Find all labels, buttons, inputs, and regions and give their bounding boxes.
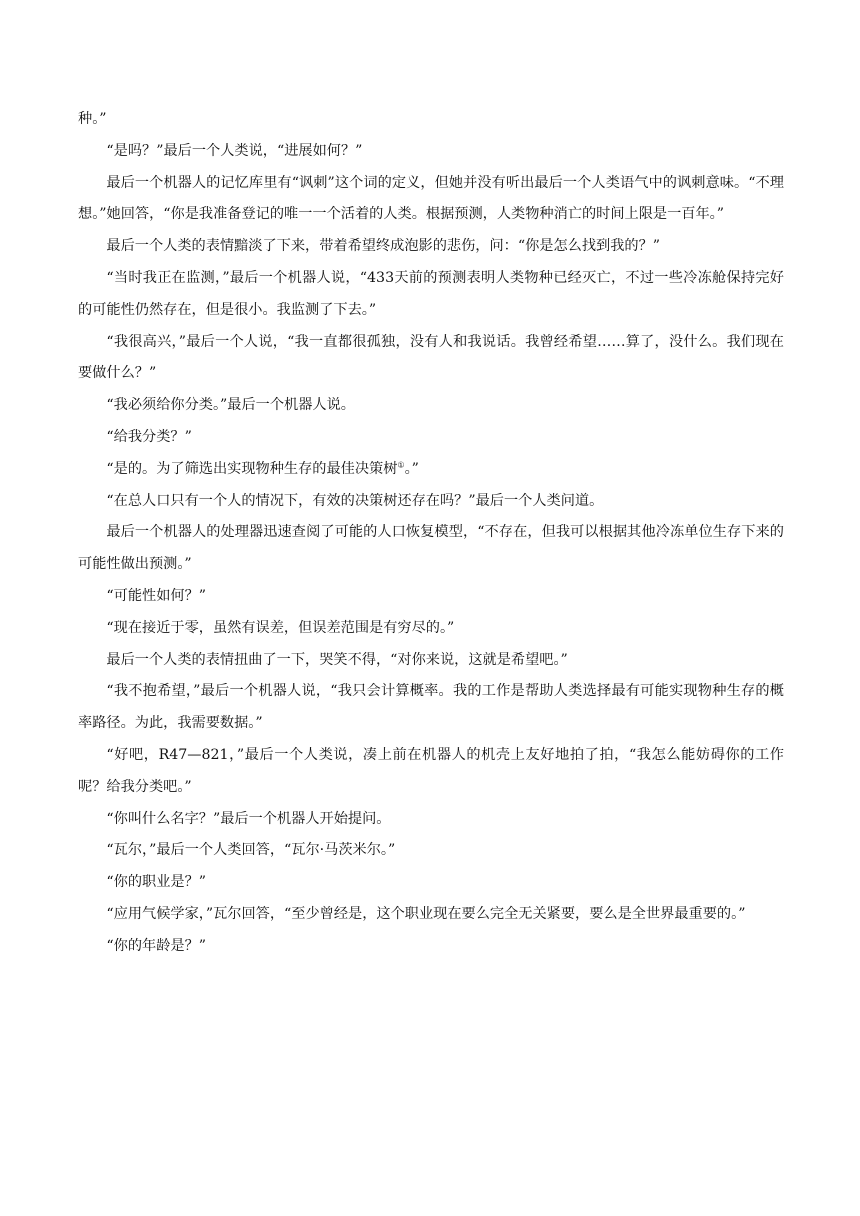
paragraph: “现在接近于零，虽然有误差，但误差范围是有穷尽的。” [106,619,455,636]
paragraph: 最后一个人类的表情黯淡了下来，带着希望终成泡影的悲伤，问：“你是怎么找到我的？” [106,238,661,255]
paragraph-with-footnote [78,454,784,486]
paragraph: “可能性如何？” [106,587,207,604]
story-text [78,104,784,963]
paragraph: “是吗？”最后一个人类说，“进展如何？” [106,142,363,159]
paragraph: 最后一个机器人的处理器迅速查阅了可能的人口恢复模型，“不存在，但我可以根据其他冷冻单位生存下来的可能性做出预测。” [78,524,784,573]
paragraph: “应用气候学家，”瓦尔回答，“至少曾经是，这个职业现在要么完全无关紧要，要么是全世界最重要的。” [106,905,746,922]
footnote-marker: ① [397,460,405,470]
paragraph: “给我分类？” [106,428,192,445]
paragraph: “好吧，R47—821，”最后一个人类说，凑上前在机器人的机壳上友好地拍了拍，“我怎么能妨碍你的工作呢？给我分类吧。” [78,746,784,795]
paragraph: “瓦尔，”最后一个人类回答，“瓦尔·马茨米尔。” [106,842,396,859]
paragraph: “你的职业是？” [106,874,207,891]
paragraph: “我很高兴，”最后一个人说，“我一直都很孤独，没有人和我说话。我曾经希望……算了，没什么。我们现在要做什么？” [78,333,784,382]
paragraph: 最后一个机器人的记忆库里有“讽刺”这个词的定义，但她并没有听出最后一个人类语气中的讽刺意味。“不理想。”她回答，“你是我准备登记的唯一一个活着的人类。根据预测，人类物种消亡的时间上限是一百年。” [78,174,784,223]
paragraph: “你的年龄是？” [106,937,207,954]
paragraph: “我不抱希望，”最后一个机器人说，“我只会计算概率。我的工作是帮助人类选择最有可能实现物种生存的概率路径。为此，我需要数据。” [78,683,784,732]
paragraph: “我必须给你分类。”最后一个机器人说。 [106,397,355,414]
paragraph-text: 。” [404,460,419,477]
paragraph: 种。” [78,111,107,127]
paragraph: 最后一个人类的表情扭曲了一下，哭笑不得，“对你来说，这就是希望吧。” [106,651,568,668]
paragraph: “当时我正在监测，”最后一个机器人说，“433天前的预测表明人类物种已经灭亡，不过一些冷冻舱保持完好的可能性仍然存在，但是很小。我监测了下去。” [78,269,784,318]
paragraph-text: “是的。为了筛选出实现物种生存的最佳决策树 [106,460,398,477]
paragraph: “在总人口只有一个人的情况下，有效的决策树还存在吗？”最后一个人类问道。 [106,492,604,509]
paragraph: “你叫什么名字？”最后一个机器人开始提问。 [106,810,391,827]
